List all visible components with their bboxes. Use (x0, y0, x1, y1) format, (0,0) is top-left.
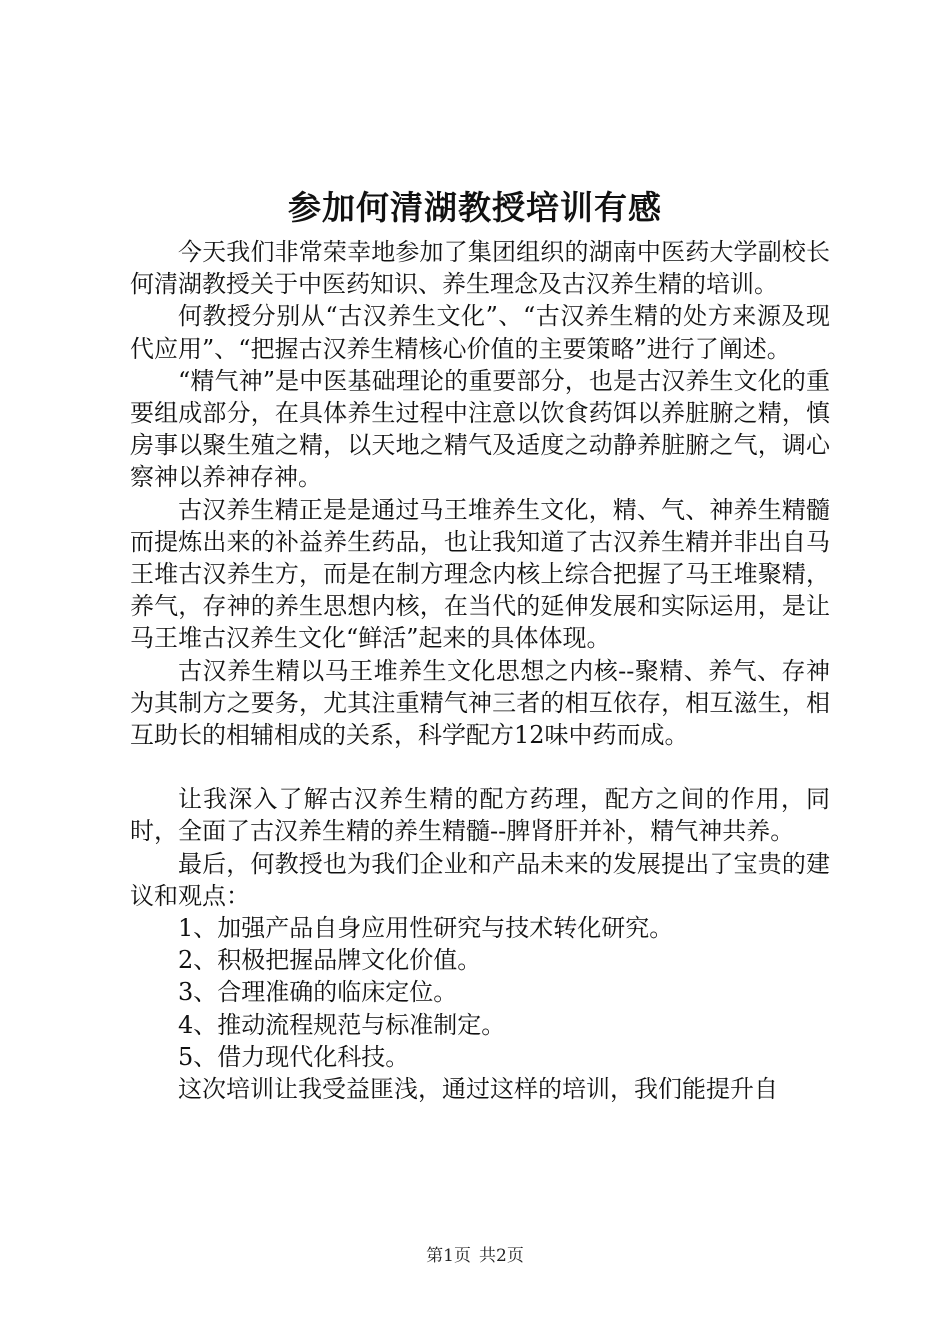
list-item: 4、推动流程规范与标准制定。 (178, 1010, 506, 1039)
page-title: 参加何清湖教授培训有感 (288, 188, 662, 227)
paragraph: “精气神”是中医基础理论的重要部分，也是古汉养生文化的重要组成部分，在具体养生过程中注意以饮食药饵以养脏腑之精，慎房事以聚生殖之精，以天地之精气及适度之动静养脏腑之气，调心察神以养神存神。 (130, 366, 830, 492)
paragraph: 让我深入了解古汉养生精的配方药理，配方之间的作用，同时，全面了古汉养生精的养生精髓--脾肾肝并补，精气神共养。 (130, 785, 830, 846)
paragraph: 何教授分别从“古汉养生文化”、“古汉养生精的处方来源及现代应用”、“把握古汉养生精核心价值的主要策略”进行了阐述。 (130, 302, 830, 363)
list-item: 1、加强产品自身应用性研究与技术转化研究。 (178, 914, 674, 943)
paragraph: 古汉养生精正是是通过马王堆养生文化，精、气、神养生精髓而提炼出来的补益养生药品，也让我知道了古汉养生精并非出自马王堆古汉养生方，而是在制方理念内核上综合把握了马王堆聚精，养气，存神的养生思想内核，在当代的延伸发展和实际运用，是让马王堆古汉养生文化“鲜活”起来的具体体现。 (130, 495, 830, 653)
closing-paragraph: 这次培训让我受益匪浅，通过这样的培训，我们能提升自 (178, 1075, 778, 1104)
paragraph: 古汉养生精以马王堆养生文化思想之内核--聚精、养气、存神为其制方之要务，尤其注重精气神三者的相互依存，相互滋生，相互助长的相辅相成的关系，科学配方12味中药而成。 (130, 656, 830, 750)
page-footer (0, 1244, 950, 1268)
page-number: 第1页 (426, 1246, 471, 1266)
paragraph: 今天我们非常荣幸地参加了集团组织的湖南中医药大学副校长何清湖教授关于中医药知识、养生理念及古汉养生精的培训。 (130, 238, 830, 299)
page-total: 共2页 (479, 1246, 524, 1266)
list-item: 2、积极把握品牌文化价值。 (178, 946, 482, 975)
list-item: 5、借力现代化科技。 (178, 1042, 410, 1071)
paragraph: 最后，何教授也为我们企业和产品未来的发展提出了宝贵的建议和观点： (130, 849, 830, 910)
suggestion-list (130, 912, 830, 1073)
list-item: 3、合理准确的临床定位。 (178, 978, 458, 1007)
document-body (130, 236, 830, 1105)
